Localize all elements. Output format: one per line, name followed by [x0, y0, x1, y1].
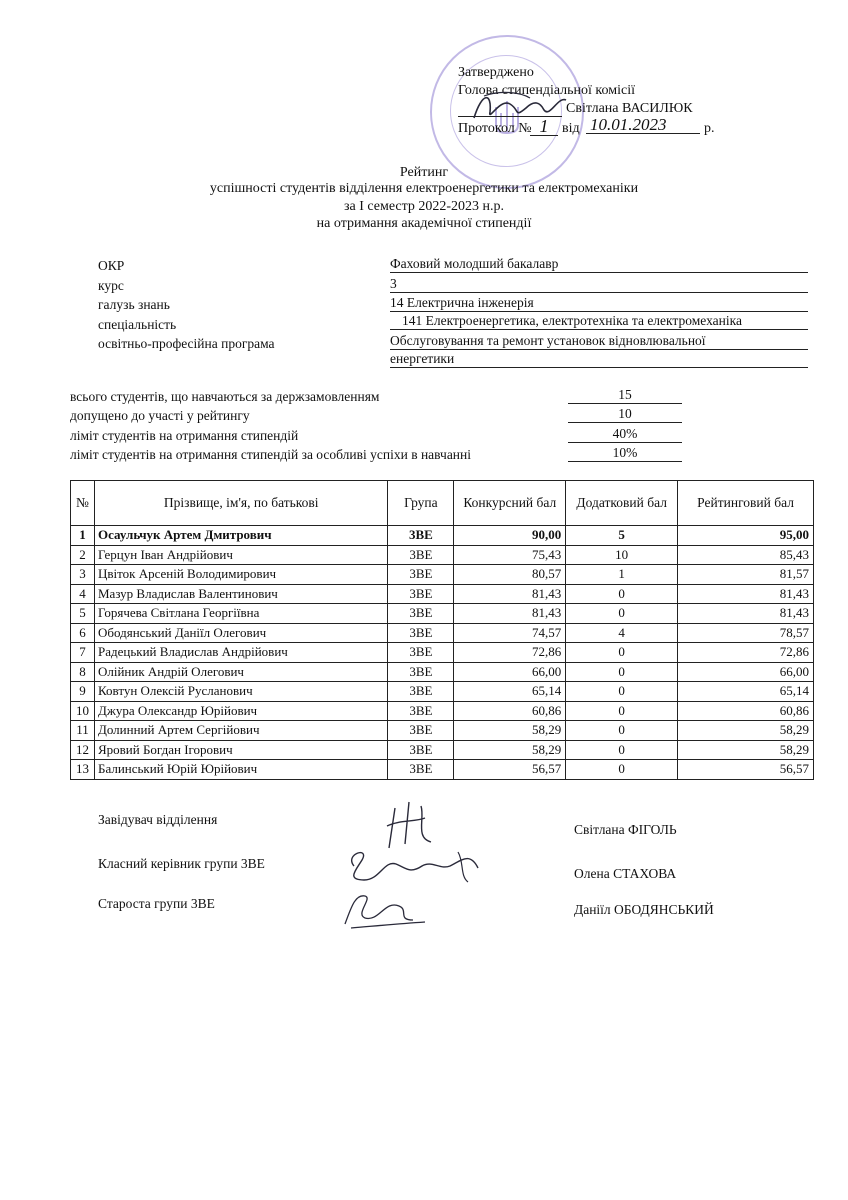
cell-number: 8 [71, 662, 95, 682]
cell-group: 3ВЕ [388, 604, 454, 624]
monitor-signature [335, 884, 435, 934]
info-value-program: Обслуговування та ремонт установок відновлювальної [390, 333, 808, 350]
table-row [71, 662, 814, 682]
info-label-course: курс [98, 278, 124, 293]
cell-full-name: Осаульчук Артем Дмитрович [94, 526, 387, 546]
table-row [71, 604, 814, 624]
cell-competitive-score: 81,43 [454, 584, 566, 604]
cell-additional-score: 0 [566, 584, 678, 604]
cell-number: 10 [71, 701, 95, 721]
cell-competitive-score: 65,14 [454, 682, 566, 702]
head-signature [470, 88, 570, 128]
cell-number: 5 [71, 604, 95, 624]
cell-additional-score: 0 [566, 643, 678, 663]
protocol-number: 1 [530, 118, 558, 136]
info-label-program: освітньо-професійна програма [98, 336, 275, 351]
table-row [71, 584, 814, 604]
cell-number: 4 [71, 584, 95, 604]
cell-group: 3ВЕ [388, 662, 454, 682]
cell-competitive-score: 72,86 [454, 643, 566, 663]
cell-competitive-score: 90,00 [454, 526, 566, 546]
header-additional-score: Додатковий бал [566, 481, 678, 526]
cell-number: 2 [71, 545, 95, 565]
cell-full-name: Герцун Іван Андрійович [94, 545, 387, 565]
info-value-field: 14 Електрична інженерія [390, 295, 808, 312]
stat-value-admitted: 10 [568, 406, 682, 423]
cell-additional-score: 0 [566, 721, 678, 741]
table-header-row [71, 481, 814, 526]
stat-label-admitted: допущено до участі у рейтингу [70, 408, 250, 423]
title-line-3: за І семестр 2022-2023 н.р. [343, 199, 505, 214]
cell-full-name: Цвіток Арсеній Володимирович [94, 565, 387, 585]
stat-label-limit-special: ліміт студентів на отримання стипендій за особливі успіхи в навчанні [70, 447, 472, 462]
cell-additional-score: 4 [566, 623, 678, 643]
cell-full-name: Ковтун Олексій Русланович [94, 682, 387, 702]
info-value-specialty: 141 Електроенергетика, електротехніка та електромеханіка [390, 313, 808, 330]
cell-group: 3ВЕ [388, 740, 454, 760]
cell-number: 1 [71, 526, 95, 546]
table-row [71, 760, 814, 780]
cell-group: 3ВЕ [388, 584, 454, 604]
approval-position: Голова стипендіальної комісії [458, 83, 635, 98]
cell-number: 3 [71, 565, 95, 585]
signature-name-curator: Олена СТАХОВА [574, 866, 677, 881]
approval-name: Світлана ВАСИЛЮК [566, 101, 693, 116]
approval-protocol-prefix: Протокол № [458, 121, 532, 136]
protocol-date: 10.01.2023 [586, 116, 700, 134]
signature-role-curator: Класний керівник групи 3ВЕ [98, 856, 265, 871]
cell-rating-score: 60,86 [678, 701, 814, 721]
header-rating-score: Рейтинговий бал [678, 481, 814, 526]
cell-additional-score: 1 [566, 565, 678, 585]
cell-competitive-score: 74,57 [454, 623, 566, 643]
signature-role-head: Завідувач відділення [98, 812, 218, 827]
cell-rating-score: 95,00 [678, 526, 814, 546]
header-competitive-score: Конкурсний бал [454, 481, 566, 526]
approval-protocol-from: від [562, 121, 580, 136]
cell-number: 9 [71, 682, 95, 702]
cell-competitive-score: 56,57 [454, 760, 566, 780]
rating-table [70, 480, 814, 780]
cell-rating-score: 58,29 [678, 740, 814, 760]
cell-number: 11 [71, 721, 95, 741]
cell-full-name: Ободянський Даніїл Олегович [94, 623, 387, 643]
cell-competitive-score: 81,43 [454, 604, 566, 624]
cell-rating-score: 85,43 [678, 545, 814, 565]
table-row [71, 526, 814, 546]
cell-rating-score: 56,57 [678, 760, 814, 780]
info-label-field: галузь знань [98, 297, 170, 312]
stat-value-limit: 40% [568, 426, 682, 443]
title-line-2: успішності студентів відділення електроенергетики та електромеханіки [209, 181, 639, 196]
info-value-okr: Фаховий молодший бакалавр [390, 256, 808, 273]
cell-group: 3ВЕ [388, 623, 454, 643]
cell-additional-score: 0 [566, 760, 678, 780]
cell-full-name: Радецький Владислав Андрійович [94, 643, 387, 663]
cell-competitive-score: 75,43 [454, 545, 566, 565]
cell-additional-score: 10 [566, 545, 678, 565]
info-label-specialty: спеціальність [98, 317, 177, 332]
cell-group: 3ВЕ [388, 565, 454, 585]
cell-competitive-score: 66,00 [454, 662, 566, 682]
approval-year-suffix: р. [704, 121, 715, 136]
cell-full-name: Олійник Андрій Олегович [94, 662, 387, 682]
cell-additional-score: 0 [566, 740, 678, 760]
table-row [71, 682, 814, 702]
cell-additional-score: 5 [566, 526, 678, 546]
cell-number: 7 [71, 643, 95, 663]
stat-label-total: всього студентів, що навчаються за держзамовленням [70, 389, 380, 404]
cell-group: 3ВЕ [388, 760, 454, 780]
cell-rating-score: 72,86 [678, 643, 814, 663]
table-row [71, 701, 814, 721]
table-row [71, 545, 814, 565]
cell-rating-score: 66,00 [678, 662, 814, 682]
curator-signature [340, 840, 500, 890]
cell-group: 3ВЕ [388, 545, 454, 565]
cell-group: 3ВЕ [388, 721, 454, 741]
info-value-program-line2: енергетики [390, 351, 808, 368]
table-row [71, 565, 814, 585]
cell-rating-score: 81,57 [678, 565, 814, 585]
cell-number: 6 [71, 623, 95, 643]
signature-role-monitor: Староста групи 3ВЕ [98, 896, 215, 911]
cell-rating-score: 65,14 [678, 682, 814, 702]
table-row [71, 740, 814, 760]
cell-full-name: Горячева Світлана Георгіївна [94, 604, 387, 624]
header-number: № [71, 481, 95, 526]
cell-rating-score: 81,43 [678, 604, 814, 624]
cell-competitive-score: 80,57 [454, 565, 566, 585]
header-full-name: Прізвище, ім'я, по батькові [94, 481, 387, 526]
cell-full-name: Джура Олександр Юрійович [94, 701, 387, 721]
info-value-course: 3 [390, 276, 808, 293]
stat-value-limit-special: 10% [568, 445, 682, 462]
cell-competitive-score: 60,86 [454, 701, 566, 721]
title-line-4: на отримання академічної стипендії [316, 216, 532, 231]
cell-rating-score: 58,29 [678, 721, 814, 741]
cell-group: 3ВЕ [388, 643, 454, 663]
cell-additional-score: 0 [566, 662, 678, 682]
cell-rating-score: 81,43 [678, 584, 814, 604]
cell-additional-score: 0 [566, 604, 678, 624]
cell-competitive-score: 58,29 [454, 740, 566, 760]
cell-number: 13 [71, 760, 95, 780]
table-row [71, 643, 814, 663]
cell-full-name: Яровий Богдан Ігорович [94, 740, 387, 760]
title-line-1: Рейтинг [399, 165, 449, 180]
cell-group: 3ВЕ [388, 682, 454, 702]
cell-full-name: Долинний Артем Сергійович [94, 721, 387, 741]
cell-additional-score: 0 [566, 701, 678, 721]
approval-title: Затверджено [458, 65, 534, 80]
table-row [71, 721, 814, 741]
header-group: Група [388, 481, 454, 526]
signature-name-monitor: Даніїл ОБОДЯНСЬКИЙ [574, 902, 714, 917]
signature-name-head: Світлана ФІГОЛЬ [574, 822, 677, 837]
table-row [71, 623, 814, 643]
cell-rating-score: 78,57 [678, 623, 814, 643]
cell-additional-score: 0 [566, 682, 678, 702]
cell-competitive-score: 58,29 [454, 721, 566, 741]
cell-number: 12 [71, 740, 95, 760]
info-label-okr: ОКР [98, 258, 125, 273]
cell-full-name: Мазур Владислав Валентинович [94, 584, 387, 604]
cell-group: 3ВЕ [388, 701, 454, 721]
stat-label-limit: ліміт студентів на отримання стипендій [70, 428, 299, 443]
cell-group: 3ВЕ [388, 526, 454, 546]
cell-full-name: Балинський Юрій Юрійович [94, 760, 387, 780]
stat-value-total: 15 [568, 387, 682, 404]
